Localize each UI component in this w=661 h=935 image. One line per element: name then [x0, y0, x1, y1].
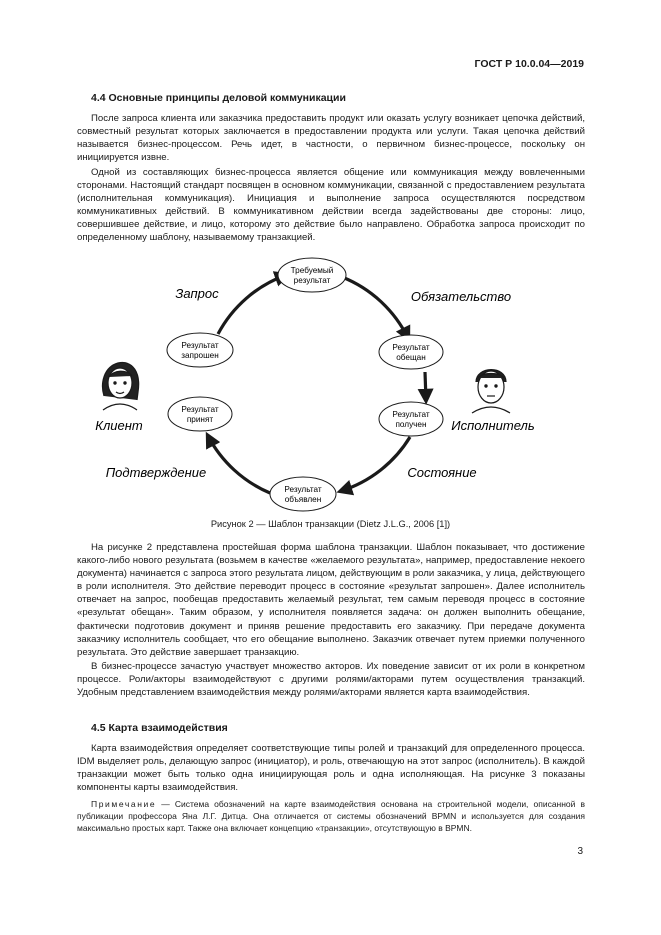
svg-text:Результат: Результат — [284, 485, 322, 494]
paragraph: На рисунке 2 представлена простейшая форма шаблона транзакции. Шаблон показывает, что достижение какого-либо нового результата (возьмем в качестве «желаемого результата», например, предоставление некоего документа) начинается с запроса этого результата лицом, действующим в роли заказчика, у лица, действующего в роли исполнителя. Это действие переводит процесс в состояние «результат запрошен». Далее исполнитель отвечает на запрос, пообещав предоставить желаемый результат, тем самым переводя процесс в состояние «результат обещан». Таким образом, у исполнителя появляется задача: он должен выполнить обещание, фактически подготовив документ и приняв решение предоставить его заказчику. При передаче документа заказчику исполнитель сообщает, что его обещание выполнено. Заказчик отвечает путем приемки полученного результата. Это действие завершает транзакцию. — [77, 542, 585, 658]
arc-execute — [425, 372, 426, 400]
phase-promise-label: Обязательство — [410, 289, 512, 304]
note — [77, 798, 585, 835]
svg-text:Требуемый: Требуемый — [290, 266, 334, 275]
performer-portrait-icon — [472, 370, 510, 413]
svg-text:запрошен: запрошен — [181, 351, 219, 360]
phase-acceptance-label: Подтверждение — [105, 465, 207, 480]
client-portrait-icon — [103, 363, 139, 410]
svg-text:Результат: Результат — [181, 405, 219, 414]
paragraph: Карта взаимодействия определяет соответствующие типы ролей и транзакций для определенного процесса. IDM выделяет роль, делающую запрос (инициатор), и роль, отвечающую на этот запрос (исполнитель). В каждой транзакции может быть только одна инициирующая роль и одна исполняющая. На рисунке 3 показаны компоненты карты взаимодействия. — [77, 743, 585, 794]
svg-text:получен: получен — [395, 420, 427, 429]
svg-text:Результат: Результат — [392, 410, 430, 419]
standard-code: ГОСТ Р 10.0.04—2019 — [474, 58, 584, 70]
svg-text:обещан: обещан — [396, 353, 426, 362]
figure-caption: Рисунок 2 — Шаблон транзакции (Dietz J.L.G., 2006 [1]) — [210, 519, 451, 529]
phase-request-label: Запрос — [175, 286, 219, 301]
node-result-promised — [379, 335, 443, 369]
svg-text:Результат: Результат — [392, 343, 430, 352]
transaction-pattern-figure — [0, 250, 661, 515]
phase-state-label: Состояние — [407, 465, 477, 480]
actor-client-label: Клиент — [95, 418, 143, 433]
section-4-5-heading: 4.5 Карта взаимодействия — [91, 722, 228, 734]
arc-promise — [342, 277, 408, 338]
note-text: — Система обозначений на карте взаимодействия основана на строительной модели, описанной в публикации профессора Яна Л.Г. Дитца. Она отличается от системы обозначений BPMN и используется для создания максимально простых карт. Также она включает концепцию «транзакции», отсутствующую в BPMN. — [77, 799, 585, 834]
section-4-4-heading: 4.4 Основные принципы деловой коммуникации — [91, 92, 346, 104]
node-required-result — [278, 258, 346, 292]
arc-request — [218, 275, 286, 334]
paragraph: Одной из составляющих бизнес-процесса является общение или коммуникация между вовлеченными сторонами. Настоящий стандарт посвящен в основном коммуникации, связанной с предоставлением результата (исполнительная коммуникация). Инициация и выполнение запроса осуществляются посредством коммуникативных действий. В коммуникативном действии всегда задействованы две стороны: лицо, совершившее действие, и лицо, которому это действие было направлено. Обработка запроса происходит по определенному шаблону, называемому транзакцией. — [77, 167, 585, 244]
note-label: Примечание — [91, 799, 157, 809]
svg-text:принят: принят — [186, 415, 214, 424]
paragraph: После запроса клиента или заказчика предоставить продукт или оказать услугу возникает цепочка действий, совместный результат которых заключается в предоставлении продукта или услуги. Такая цепочка действий называется бизнес-процессом. Речь идет, в частности, о первичном бизнес-процессе, поскольку он инициируется извне. — [77, 113, 585, 164]
arc-accept — [208, 436, 270, 493]
actor-performer-label: Исполнитель — [451, 418, 535, 433]
node-result-stated — [270, 477, 336, 511]
arc-state — [341, 437, 410, 491]
svg-text:объявлен: объявлен — [284, 495, 322, 504]
node-result-received — [379, 402, 443, 436]
node-result-accepted — [168, 397, 232, 431]
svg-text:результат: результат — [293, 276, 331, 285]
svg-text:Результат: Результат — [181, 341, 219, 350]
paragraph: В бизнес-процессе зачастую участвует множество акторов. Их поведение зависит от их роли в конкретном процессе. Роли/акторы взаимодействуют с другими ролями/акторами путем осуществления транзакций. Удобным представлением взаимодействия между ролями/акторами является карта взаимодействия. — [77, 661, 585, 699]
node-result-requested — [167, 333, 233, 367]
page-number: 3 — [577, 846, 583, 857]
